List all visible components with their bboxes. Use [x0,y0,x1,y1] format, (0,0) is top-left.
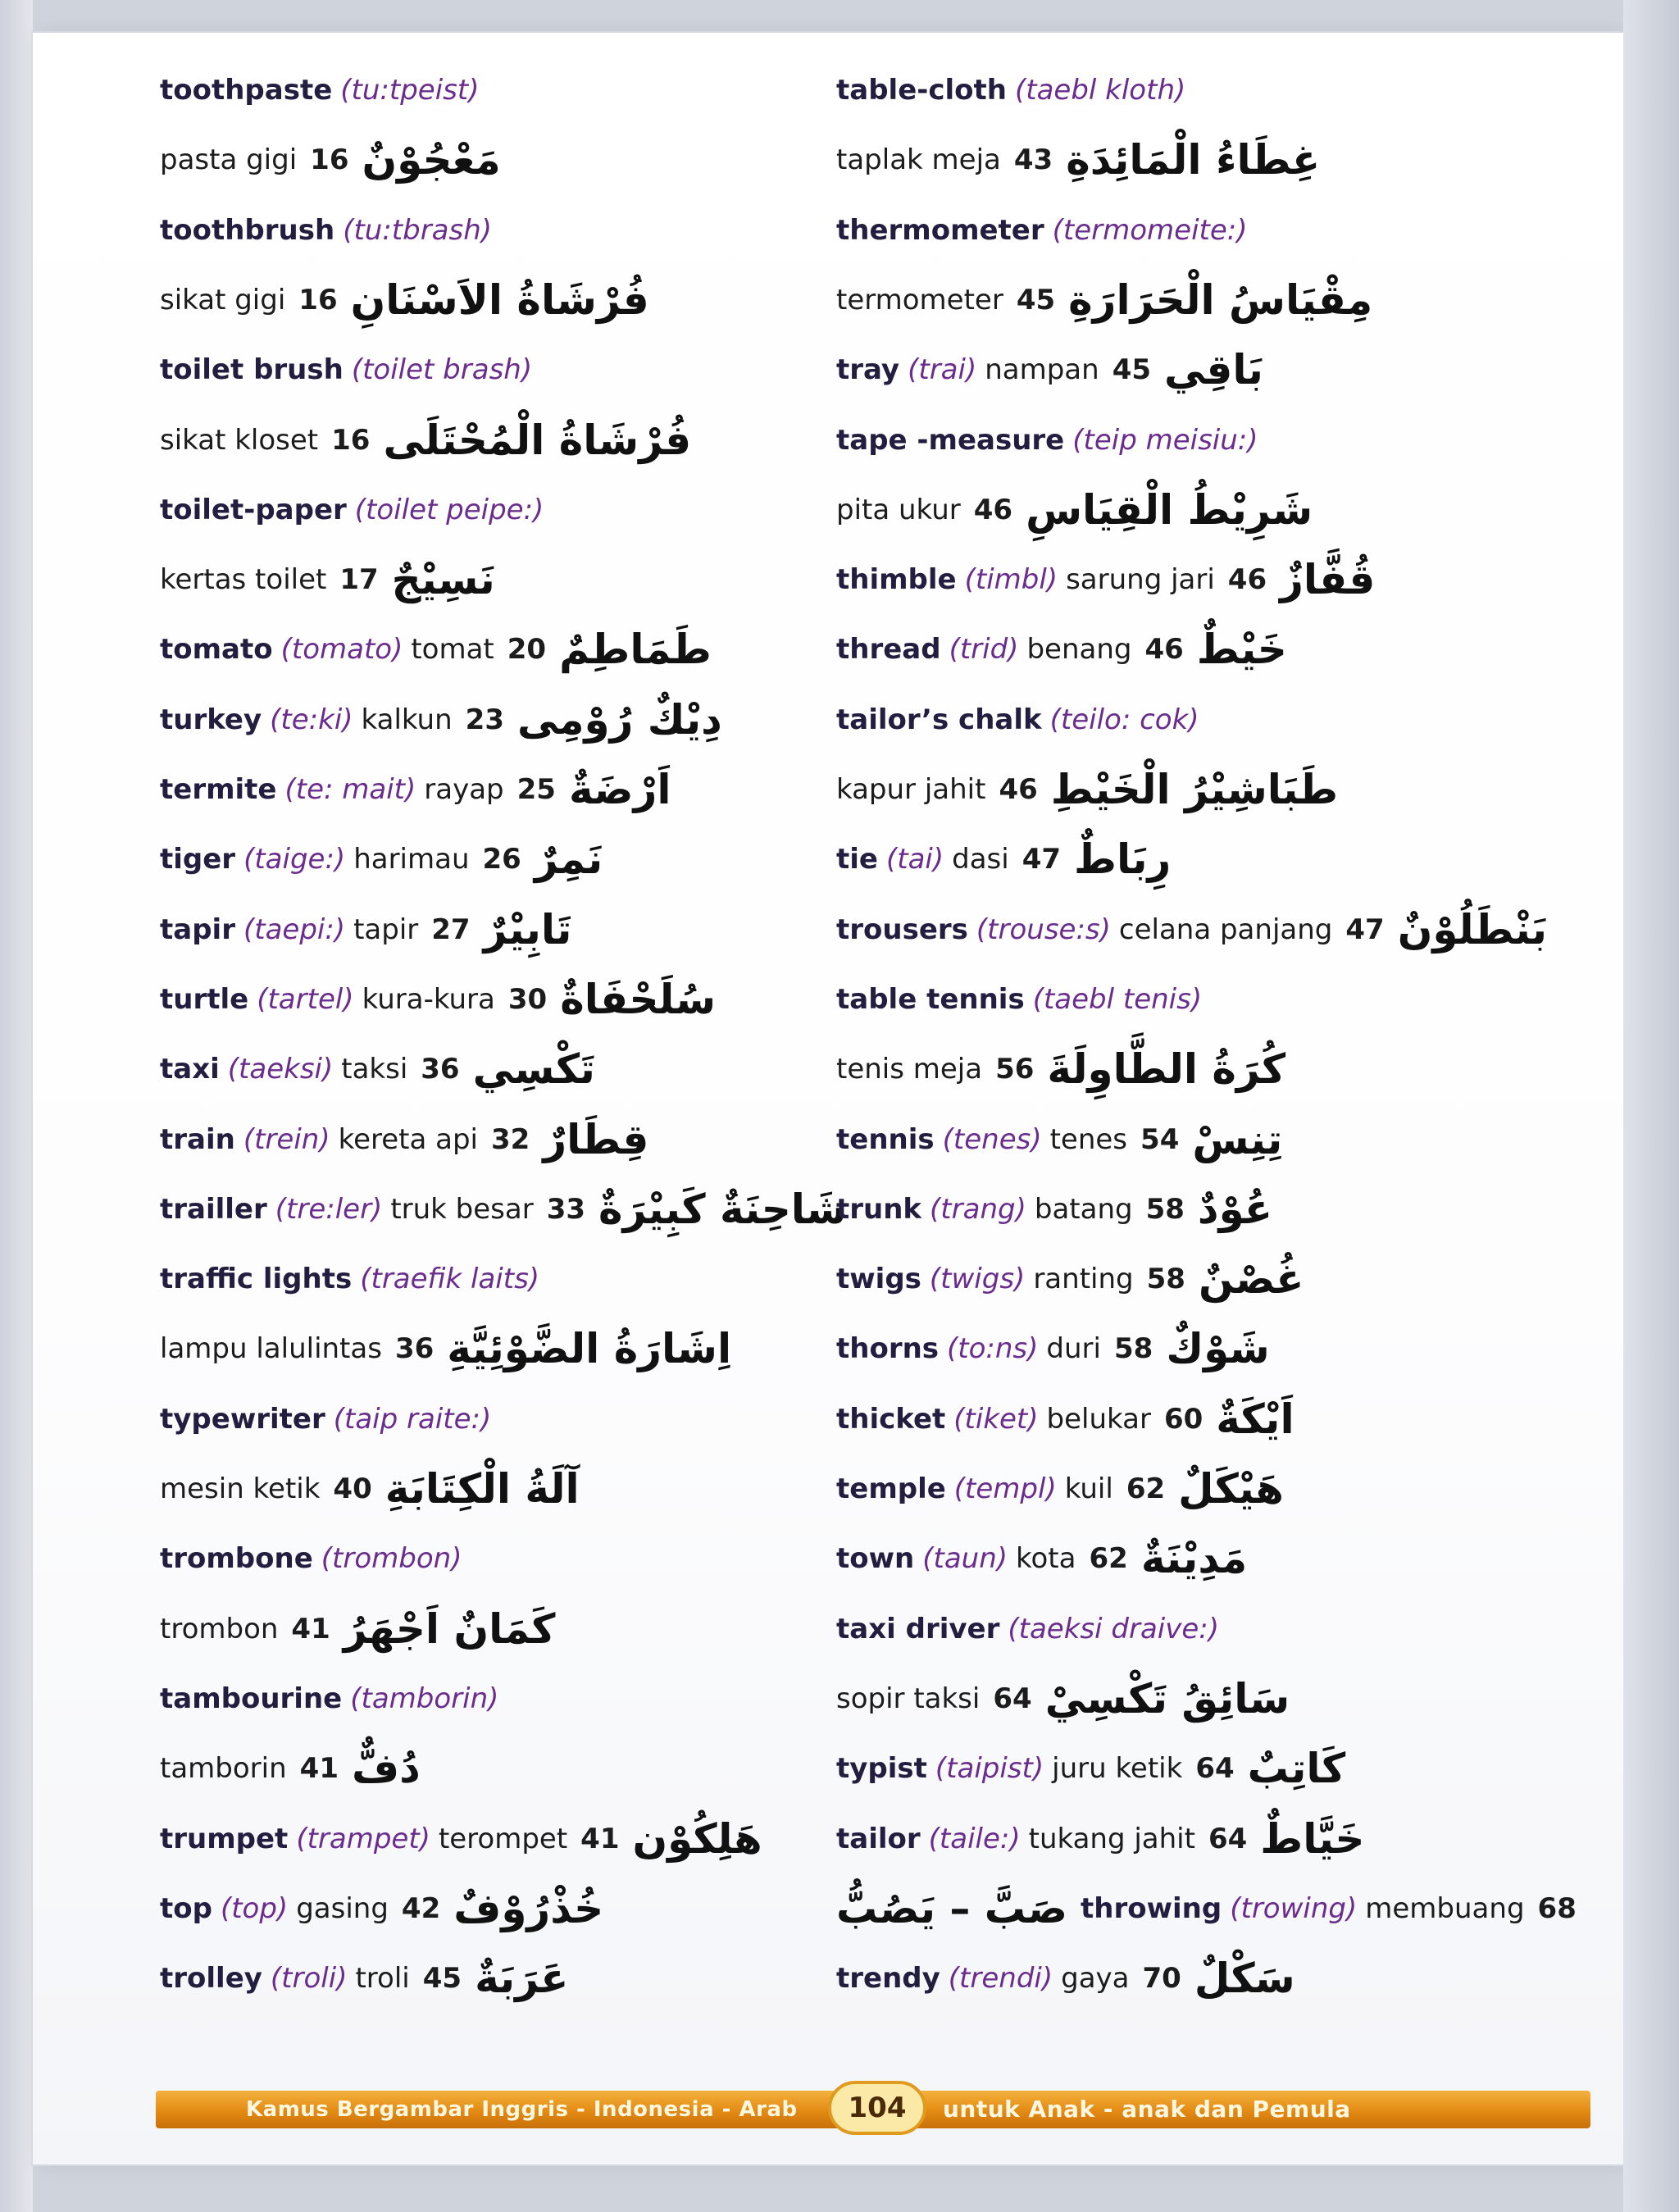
dictionary-entry [836,477,1508,543]
dictionary-entry [836,407,1508,473]
page-reference: 36 [394,1332,435,1366]
page-reference: 41 [299,1752,339,1786]
page-reference: 62 [1089,1542,1128,1576]
pronunciation: (toilet brash) [351,353,533,387]
indonesian-word: terompet [438,1822,568,1855]
dictionary-entry [836,1386,1508,1452]
arabic-word: غُصْنٌ [1198,1255,1304,1304]
dictionary-entry [160,407,832,473]
pronunciation: (tre:ler) [275,1192,383,1226]
arabic-word: بَاقِي [1164,346,1263,394]
arabic-word: هَيْكَلٌ [1178,1465,1284,1513]
footer-book-title: Kamus Bergambar Inggris - Indonesia - Arab [246,2097,798,2122]
english-word: temple [836,1472,946,1505]
page-reference: 64 [1208,1822,1248,1855]
english-word: trolley [160,1962,262,1996]
arabic-word: بَنْطَلُوْنٌ [1397,905,1548,954]
dictionary-entry [160,826,832,892]
arabic-word: اَرْضَةٌ [568,766,671,813]
arabic-word: تَكْسِي [472,1045,595,1094]
page-right-edge [1623,0,1679,2212]
indonesian-word: termometer [836,283,1003,316]
page-reference: 58 [1113,1332,1153,1366]
dictionary-entry [160,1666,832,1732]
dictionary-entry [836,897,1548,963]
english-word: typist [836,1752,927,1786]
indonesian-word: lampu lalulintas [160,1332,382,1366]
page-reference: 41 [580,1822,620,1855]
page-reference: 33 [546,1192,586,1226]
arabic-word: طَبَاشِيْرُ الْخَيْطِ [1050,766,1339,813]
indonesian-word: trombon [160,1612,279,1645]
dictionary-entry [836,1526,1508,1591]
arabic-word: تِنِسْ [1192,1115,1283,1163]
dictionary-entry [160,757,832,822]
dictionary-entry [160,198,832,263]
indonesian-word: batang [1034,1192,1133,1226]
pronunciation: (termomeite:) [1052,213,1248,247]
pronunciation: (trendi) [948,1962,1053,1996]
dictionary-entry [836,1666,1508,1732]
english-word: tomato [160,633,273,667]
page-reference: 45 [1016,283,1056,316]
indonesian-word: kota [1016,1542,1076,1576]
pronunciation: (taile:) [928,1822,1021,1855]
english-word: tie [836,843,878,876]
pronunciation: (top) [220,1891,289,1925]
pronunciation: (twigs) [929,1263,1026,1296]
indonesian-word: tenis meja [836,1053,983,1086]
pronunciation: (toilet peipe:) [354,493,544,526]
indonesian-word: taplak meja [836,143,1001,177]
pronunciation: (trombon) [321,1542,462,1576]
pronunciation: (trein) [243,1122,330,1156]
arabic-word: قِطَارٌ [543,1115,649,1163]
arabic-word: خَيْطٌ [1196,626,1287,674]
indonesian-word: gaya [1061,1962,1130,1996]
english-word: trunk [836,1192,922,1226]
page-reference: 25 [516,773,556,806]
indonesian-word: kertas toilet [160,563,327,597]
page-reference: 23 [465,703,504,736]
arabic-word: فُرْشَاةُ الْمُحْتَلَى [383,416,692,464]
dictionary-entry [836,617,1508,682]
indonesian-word: juru ketik [1052,1752,1183,1786]
english-word: tapir [160,913,235,946]
english-word: trumpet [160,1822,289,1855]
dictionary-entry [160,1526,832,1591]
arabic-word: نَمِرٌ [534,835,603,884]
arabic-word: كَمَانٌ اَجْهَرُ [343,1604,556,1653]
page-reference: 32 [490,1122,530,1156]
english-word: taxi [160,1053,220,1086]
page-reference: 60 [1163,1402,1204,1436]
pronunciation: (templ) [953,1472,1057,1505]
dictionary-entry [160,1316,832,1381]
dictionary-entry [836,826,1508,892]
arabic-word: عَرَبَةٌ [475,1955,569,2003]
pronunciation: (trouse:s) [976,913,1111,946]
dictionary-entry [836,1177,1508,1242]
pronunciation: (tenes) [942,1122,1042,1156]
pronunciation: (trid) [949,633,1019,667]
arabic-word: تَابِيْرٌ [483,905,572,954]
dictionary-entry [836,1806,1508,1872]
dictionary-entry [836,687,1508,753]
page-reference: 58 [1146,1263,1185,1296]
indonesian-word: kura-kura [362,982,495,1016]
dictionary-entry [836,1736,1508,1801]
page-reference: 17 [339,563,379,597]
arabic-word: قُفَّازٌ [1280,556,1376,604]
arabic-word: آلَةُ الْكِتَابَةِ [384,1465,580,1513]
arabic-word: شَاحِنَةٌ كَبِيْرَةٌ [598,1185,847,1233]
english-word: trousers [836,913,968,946]
english-word: tailor’s chalk [836,703,1042,736]
dictionary-entry [160,1806,832,1872]
page-reference: 42 [401,1891,441,1925]
page-reference: 46 [973,493,1013,526]
pronunciation: (tomato) [280,633,403,667]
indonesian-word: taksi [341,1053,408,1086]
english-word: thorns [836,1332,940,1366]
arabic-word: رِبَاطٌ [1074,835,1172,884]
dictionary-entry [160,1177,847,1242]
pronunciation: (te: mait) [284,773,416,806]
dictionary-entry [836,1246,1508,1312]
indonesian-word: kuil [1064,1472,1113,1505]
page-reference: 56 [995,1053,1035,1086]
arabic-word: مِقْيَاسُ الْحَرَارَةِ [1068,275,1373,324]
english-word: trailler [160,1192,267,1226]
page-reference: 47 [1345,913,1385,946]
indonesian-word: pita ukur [836,493,961,526]
pronunciation: (tiket) [953,1402,1039,1436]
english-word: toothpaste [160,74,333,107]
indonesian-word: sikat kloset [160,423,319,457]
page-reference: 46 [1227,563,1267,597]
dictionary-entry [160,267,832,333]
page-number: 104 [828,2081,926,2135]
dictionary-entry [836,267,1508,333]
english-word: thermometer [836,213,1044,247]
pronunciation: (taun) [922,1542,1008,1576]
indonesian-word: sopir taksi [836,1682,981,1715]
dictionary-entry [836,1036,1508,1102]
page-reference: 64 [993,1682,1032,1715]
page-reference: 54 [1140,1122,1180,1156]
pronunciation: (taige:) [243,843,346,876]
english-word: toilet brush [160,353,344,387]
pronunciation: (taebl tenis) [1032,982,1203,1016]
arabic-word: سَائِقُ تَكْسِيْ [1044,1674,1290,1723]
indonesian-word: kapur jahit [836,773,986,806]
english-word: turkey [160,703,262,736]
indonesian-word: celana panjang [1118,913,1333,946]
pronunciation: (troli) [270,1962,348,1996]
english-word: thicket [836,1402,946,1436]
arabic-word: كُرَةُ الطَّاوِلَةَ [1047,1045,1286,1094]
english-word: trombone [160,1542,313,1576]
indonesian-word: tomat [411,633,494,667]
page-reference: 30 [507,982,548,1016]
dictionary-entry [160,1107,832,1172]
page-reference: 46 [999,773,1038,806]
page-reference: 62 [1126,1472,1166,1505]
arabic-word: عُوْدٌ [1197,1185,1273,1233]
page-reference: 45 [1112,353,1152,387]
dictionary-entry [836,57,1508,123]
page-reference: 43 [1013,143,1053,177]
indonesian-word: kalkun [361,703,453,736]
arabic-word: صَبَّ – يَصُبُّ [836,1884,1068,1932]
english-word: termite [160,773,277,806]
pronunciation: (taebl kloth) [1014,74,1186,107]
dictionary-entry [160,127,832,193]
dictionary-entry [160,1946,832,2011]
indonesian-word: rayap [424,773,504,806]
indonesian-word: membuang [1365,1891,1525,1925]
page-reference: 20 [507,633,547,667]
page-reference: 16 [331,423,371,457]
indonesian-word: duri [1046,1332,1101,1366]
pronunciation: (timbl) [964,563,1058,597]
page-reference: 68 [1537,1891,1577,1925]
indonesian-word: kereta api [338,1122,478,1156]
english-word: typewriter [160,1402,325,1436]
indonesian-word: troli [355,1962,410,1996]
english-word: table tennis [836,982,1025,1016]
pronunciation: (taip raite:) [333,1402,492,1436]
dictionary-entry [160,687,832,753]
page-reference: 70 [1142,1962,1181,1996]
dictionary-entry [160,617,832,682]
indonesian-word: dasi [952,843,1009,876]
arabic-word: شَوْكٌ [1166,1325,1270,1373]
page-reference: 26 [482,843,521,876]
page-reference: 47 [1022,843,1062,876]
dictionary-entry [836,1456,1508,1522]
indonesian-word: sikat gigi [160,283,286,316]
arabic-word: طَمَاطِمٌ [559,626,712,674]
pronunciation: (tartel) [257,982,354,1016]
dictionary-entry [836,1107,1508,1172]
english-word: tiger [160,843,236,876]
english-word: top [160,1891,212,1925]
pronunciation: (taipist) [935,1752,1044,1786]
arabic-word: سَكْلٌ [1194,1955,1295,2003]
dictionary-entry [160,1876,832,1941]
english-word: tailor [836,1822,921,1855]
arabic-word: دِيْكٌ رُوْمِى [516,695,722,744]
pronunciation: (teip meisiu:) [1072,423,1258,457]
dictionary-entry [160,337,832,403]
indonesian-word: nampan [985,353,1099,387]
pronunciation: (taeksi draive:) [1008,1612,1219,1645]
dictionary-entry [836,547,1508,612]
indonesian-word: tenes [1049,1122,1128,1156]
pronunciation: (te:ki) [270,703,353,736]
indonesian-word: pasta gigi [160,143,298,177]
arabic-word: شَرِيْطُ الْقِيَاسِ [1026,485,1313,534]
page-reference: 45 [422,1962,462,1996]
pronunciation: (tai) [885,843,944,876]
dictionary-entry [836,967,1508,1032]
pronunciation: (trang) [930,1192,1026,1226]
dictionary-entry [836,1596,1508,1662]
dictionary-entry [836,1316,1508,1381]
english-word: tennis [836,1122,935,1156]
page-reference: 46 [1144,633,1184,667]
english-word: tape -measure [836,423,1065,457]
english-word: thread [836,633,941,667]
dictionary-entry [160,1386,832,1452]
arabic-word: اِشَارَةُ الضَّوْئِيَّةِ [447,1325,732,1373]
dictionary-entry [836,198,1508,263]
english-word: traffic lights [160,1263,353,1296]
indonesian-word: tapir [353,913,419,946]
dictionary-entry [160,1456,832,1522]
pronunciation: (tu:tpeist) [340,74,480,107]
arabic-word: هَلِكُوْن [632,1814,762,1863]
arabic-word: كَاتِبٌ [1247,1745,1346,1793]
arabic-word: مَدِيْنَةٌ [1140,1535,1248,1583]
pronunciation: (trampet) [296,1822,430,1855]
english-word: thimble [836,563,957,597]
dictionary-entry [160,1246,832,1312]
indonesian-word: truk besar [390,1192,534,1226]
english-word: twigs [836,1263,921,1296]
arabic-word: دُفٌّ [351,1745,421,1793]
english-word: throwing [1081,1891,1222,1925]
page-reference: 41 [291,1612,330,1645]
arabic-word: نَسِيْجٌ [391,556,495,604]
footer-subtitle: untuk Anak - anak dan Pemula [943,2096,1351,2123]
english-word: trendy [836,1962,940,1996]
dictionary-entry [160,897,832,963]
pronunciation: (trowing) [1230,1891,1358,1925]
dictionary-entry [160,1036,832,1102]
indonesian-word: tamborin [160,1752,287,1786]
arabic-word: خَيَّاطٌ [1260,1814,1365,1863]
indonesian-word: gasing [296,1891,389,1925]
dictionary-entry [160,1736,832,1801]
english-word: turtle [160,982,249,1016]
dictionary-entry [836,757,1508,822]
indonesian-word: belukar [1046,1402,1151,1436]
pronunciation: (tamborin) [350,1682,499,1715]
dictionary-entry [160,547,832,612]
dictionary-entry [836,1876,1577,1941]
arabic-word: مَعْجُوْنٌ [362,136,501,184]
page-reference: 58 [1145,1192,1185,1226]
indonesian-word: sarung jari [1066,563,1215,597]
page-reference: 16 [310,143,349,177]
dictionary-entry [160,477,832,543]
page-reference: 36 [421,1053,460,1086]
arabic-word: سُلَحْفَاةٌ [560,975,717,1023]
pronunciation: (teilo: cok) [1049,703,1199,736]
pronunciation: (trai) [908,353,977,387]
page-left-edge [0,0,33,2212]
arabic-word: خُذْرُوْفٌ [453,1884,604,1932]
english-word: tray [836,353,900,387]
indonesian-word: ranting [1033,1263,1134,1296]
pronunciation: (taeksi) [227,1053,334,1086]
english-word: table-cloth [836,74,1007,107]
dictionary-entry [160,57,832,123]
page-reference: 16 [298,283,338,316]
dictionary-entry [836,1946,1508,2011]
dictionary-entry [160,967,832,1032]
pronunciation: (to:ns) [947,1332,1039,1366]
dictionary-entry [160,1596,832,1662]
english-word: town [836,1542,915,1576]
english-word: toothbrush [160,213,335,247]
arabic-word: فُرْشَاةُ الاَسْنَانِ [350,275,649,324]
english-word: toilet-paper [160,493,347,526]
page-reference: 64 [1195,1752,1235,1786]
pronunciation: (taepi:) [243,913,346,946]
english-word: train [160,1122,235,1156]
pronunciation: (traefik laits) [360,1263,540,1296]
english-word: taxi driver [836,1612,1000,1645]
english-word: tambourine [160,1682,343,1715]
dictionary-entry [836,337,1508,403]
indonesian-word: mesin ketik [160,1472,321,1505]
arabic-word: اَيْكَةٌ [1216,1395,1295,1443]
page-reference: 27 [431,913,471,946]
indonesian-word: tukang jahit [1028,1822,1195,1855]
arabic-word: غِطَاءُ الْمَائِدَةِ [1066,136,1321,184]
pronunciation: (tu:tbrash) [343,213,493,247]
dictionary-entry [836,127,1508,193]
indonesian-word: harimau [353,843,470,876]
page-reference: 40 [333,1472,372,1505]
indonesian-word: benang [1026,633,1132,667]
